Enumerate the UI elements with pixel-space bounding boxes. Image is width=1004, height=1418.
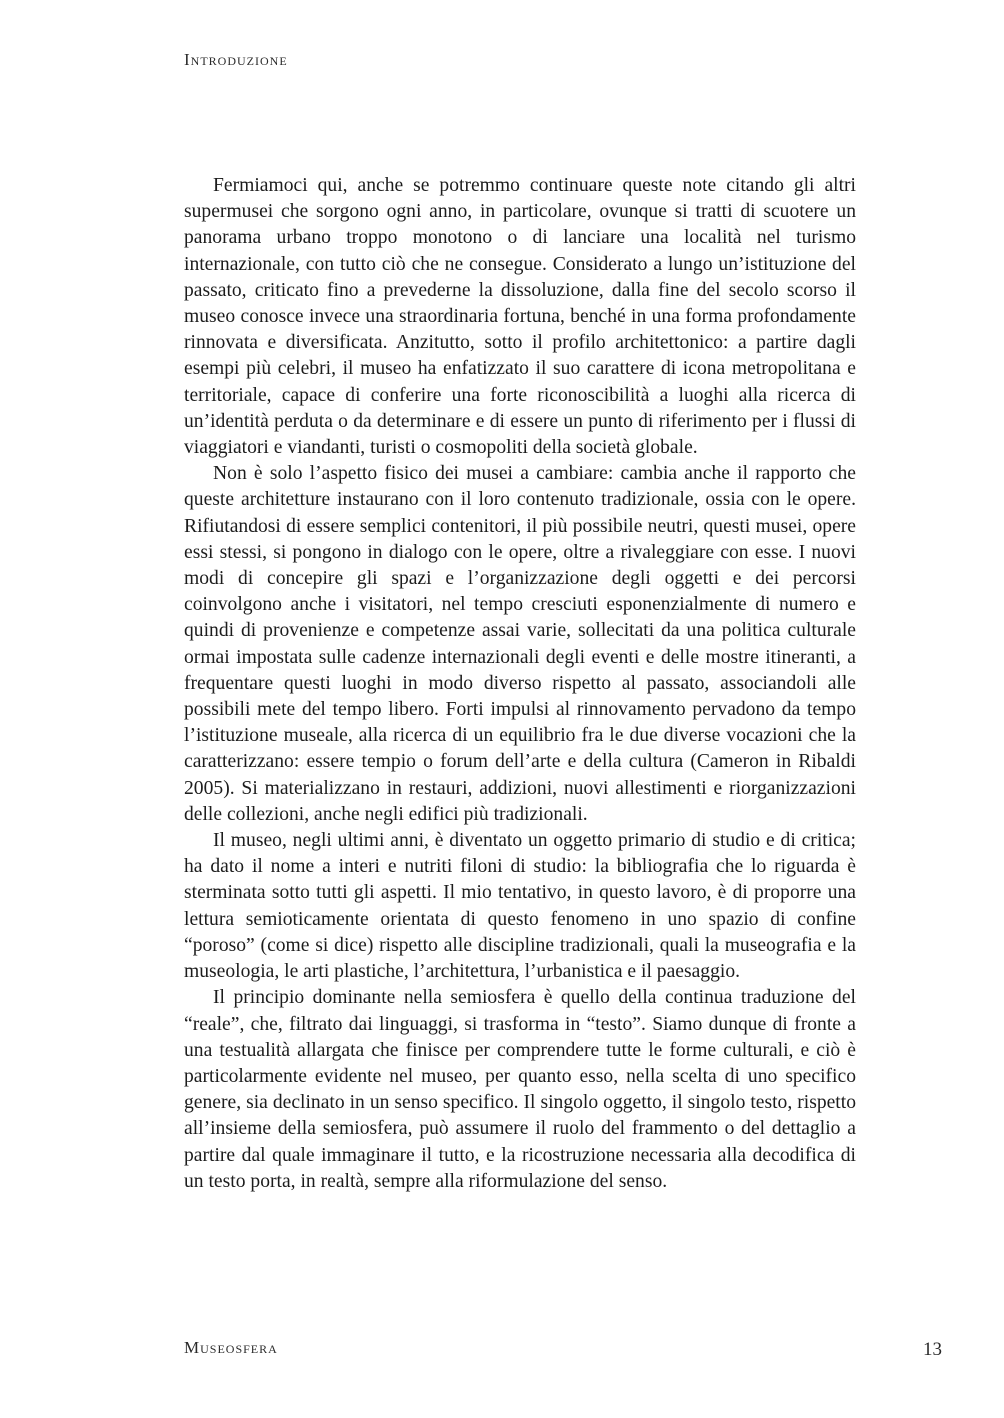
footer-book-title: Museosfera: [184, 1338, 278, 1357]
paragraph: Il museo, negli ultimi anni, è diventato un oggetto primario di studio e di critica; ha dato il nome a interi e nutriti filoni di studio: la bibliografia che lo riguarda è sterminata sotto tutti gli aspetti. Il mio tentativo, in questo lavoro, è di proporre una lettura semioticamente orientata di questo fenomeno in uno spazio di confine “poroso” (come si dice) rispetto alle discipline tradizionali, quali la museografia e la museologia, le arti plastiche, l’architettura, l’urbanistica e il paesaggio.: [184, 830, 856, 983]
page-number: 13: [923, 1339, 942, 1360]
body-text: [184, 173, 856, 1195]
paragraph: Il principio dominante nella semiosfera è quello della continua traduzione del “reale”, che, filtrato dai linguaggi, si trasforma in “testo”. Siamo dunque di fronte a una testualità allargata che finisce per comprendere tutte le forme culturali, e ciò è particolarmente evidente nel museo, per quanto esso, nella scelta di uno specifico genere, sia declinato in un senso specifico. Il singolo oggetto, il singolo testo, rispetto all’insieme della semiosfera, può assumere il ruolo del frammento o del dettaglio a partire dal quale immaginare il tutto, e la ricostruzione necessaria alla decodifica di un testo porta, in realtà, sempre alla riformulazione del senso.: [184, 987, 856, 1192]
paragraph: Fermiamoci qui, anche se potremmo continuare queste note citando gli altri supermusei che sorgono ogni anno, in particolare, ovunque si tratti di scuotere un panorama urbano troppo monotono o di lanciare una località nel turismo internazionale, con tutto ciò che ne consegue. Considerato a lungo un’istituzione del passato, criticato fino a prevederne la dissoluzione, dalla fine del secolo scorso il museo conosce invece una straordinaria fortuna, benché in una forma profondamente rinnovata e diversificata. Anzitutto, sotto il profilo architettonico: a partire dagli esempi più celebri, il museo ha enfatizzato il suo carattere di icona metropolitana e territoriale, capace di conferire una forte riconoscibilità a luoghi alla ricerca di un’identità perduta o da determinare e di essere un punto di riferimento per i flussi di viaggiatori e viandanti, turisti o cosmopoliti della società globale.: [184, 175, 856, 459]
running-head: Introduzione: [184, 50, 288, 69]
paragraph: Non è solo l’aspetto fisico dei musei a cambiare: cambia anche il rapporto che queste architetture instaurano con il loro contenuto tradizionale, ossia con le opere. Rifiutandosi di essere semplici contenitori, il più possibile neutri, questi musei, opere essi stessi, si pongono in dialogo con le opere, oltre a rivaleggiare con esse. I nuovi modi di concepire gli spazi e l’organizzazione degli oggetti e dei percorsi coinvolgono anche i visitatori, nel tempo cresciuti esponenzialmente di numero e quindi di provenienze e competenze assai varie, sollecitati da una politica culturale ormai impostata sulle cadenze internazionali degli eventi e delle mostre itineranti, a frequentare questi luoghi in modo diverso rispetto al passato, associandoli alle possibili mete del tempo libero. Forti impulsi al rinnovamento pervadono da tempo l’istituzione museale, alla ricerca di un equilibrio fra le due diverse vocazioni che la caratterizzano: essere tempio o forum dell’arte e della cultura (Cameron in Ribaldi 2005). Si materializzano in restauri, addizioni, nuovi allestimenti e riorganizzazioni delle collezioni, anche negli edifici più tradizionali.: [184, 463, 856, 825]
